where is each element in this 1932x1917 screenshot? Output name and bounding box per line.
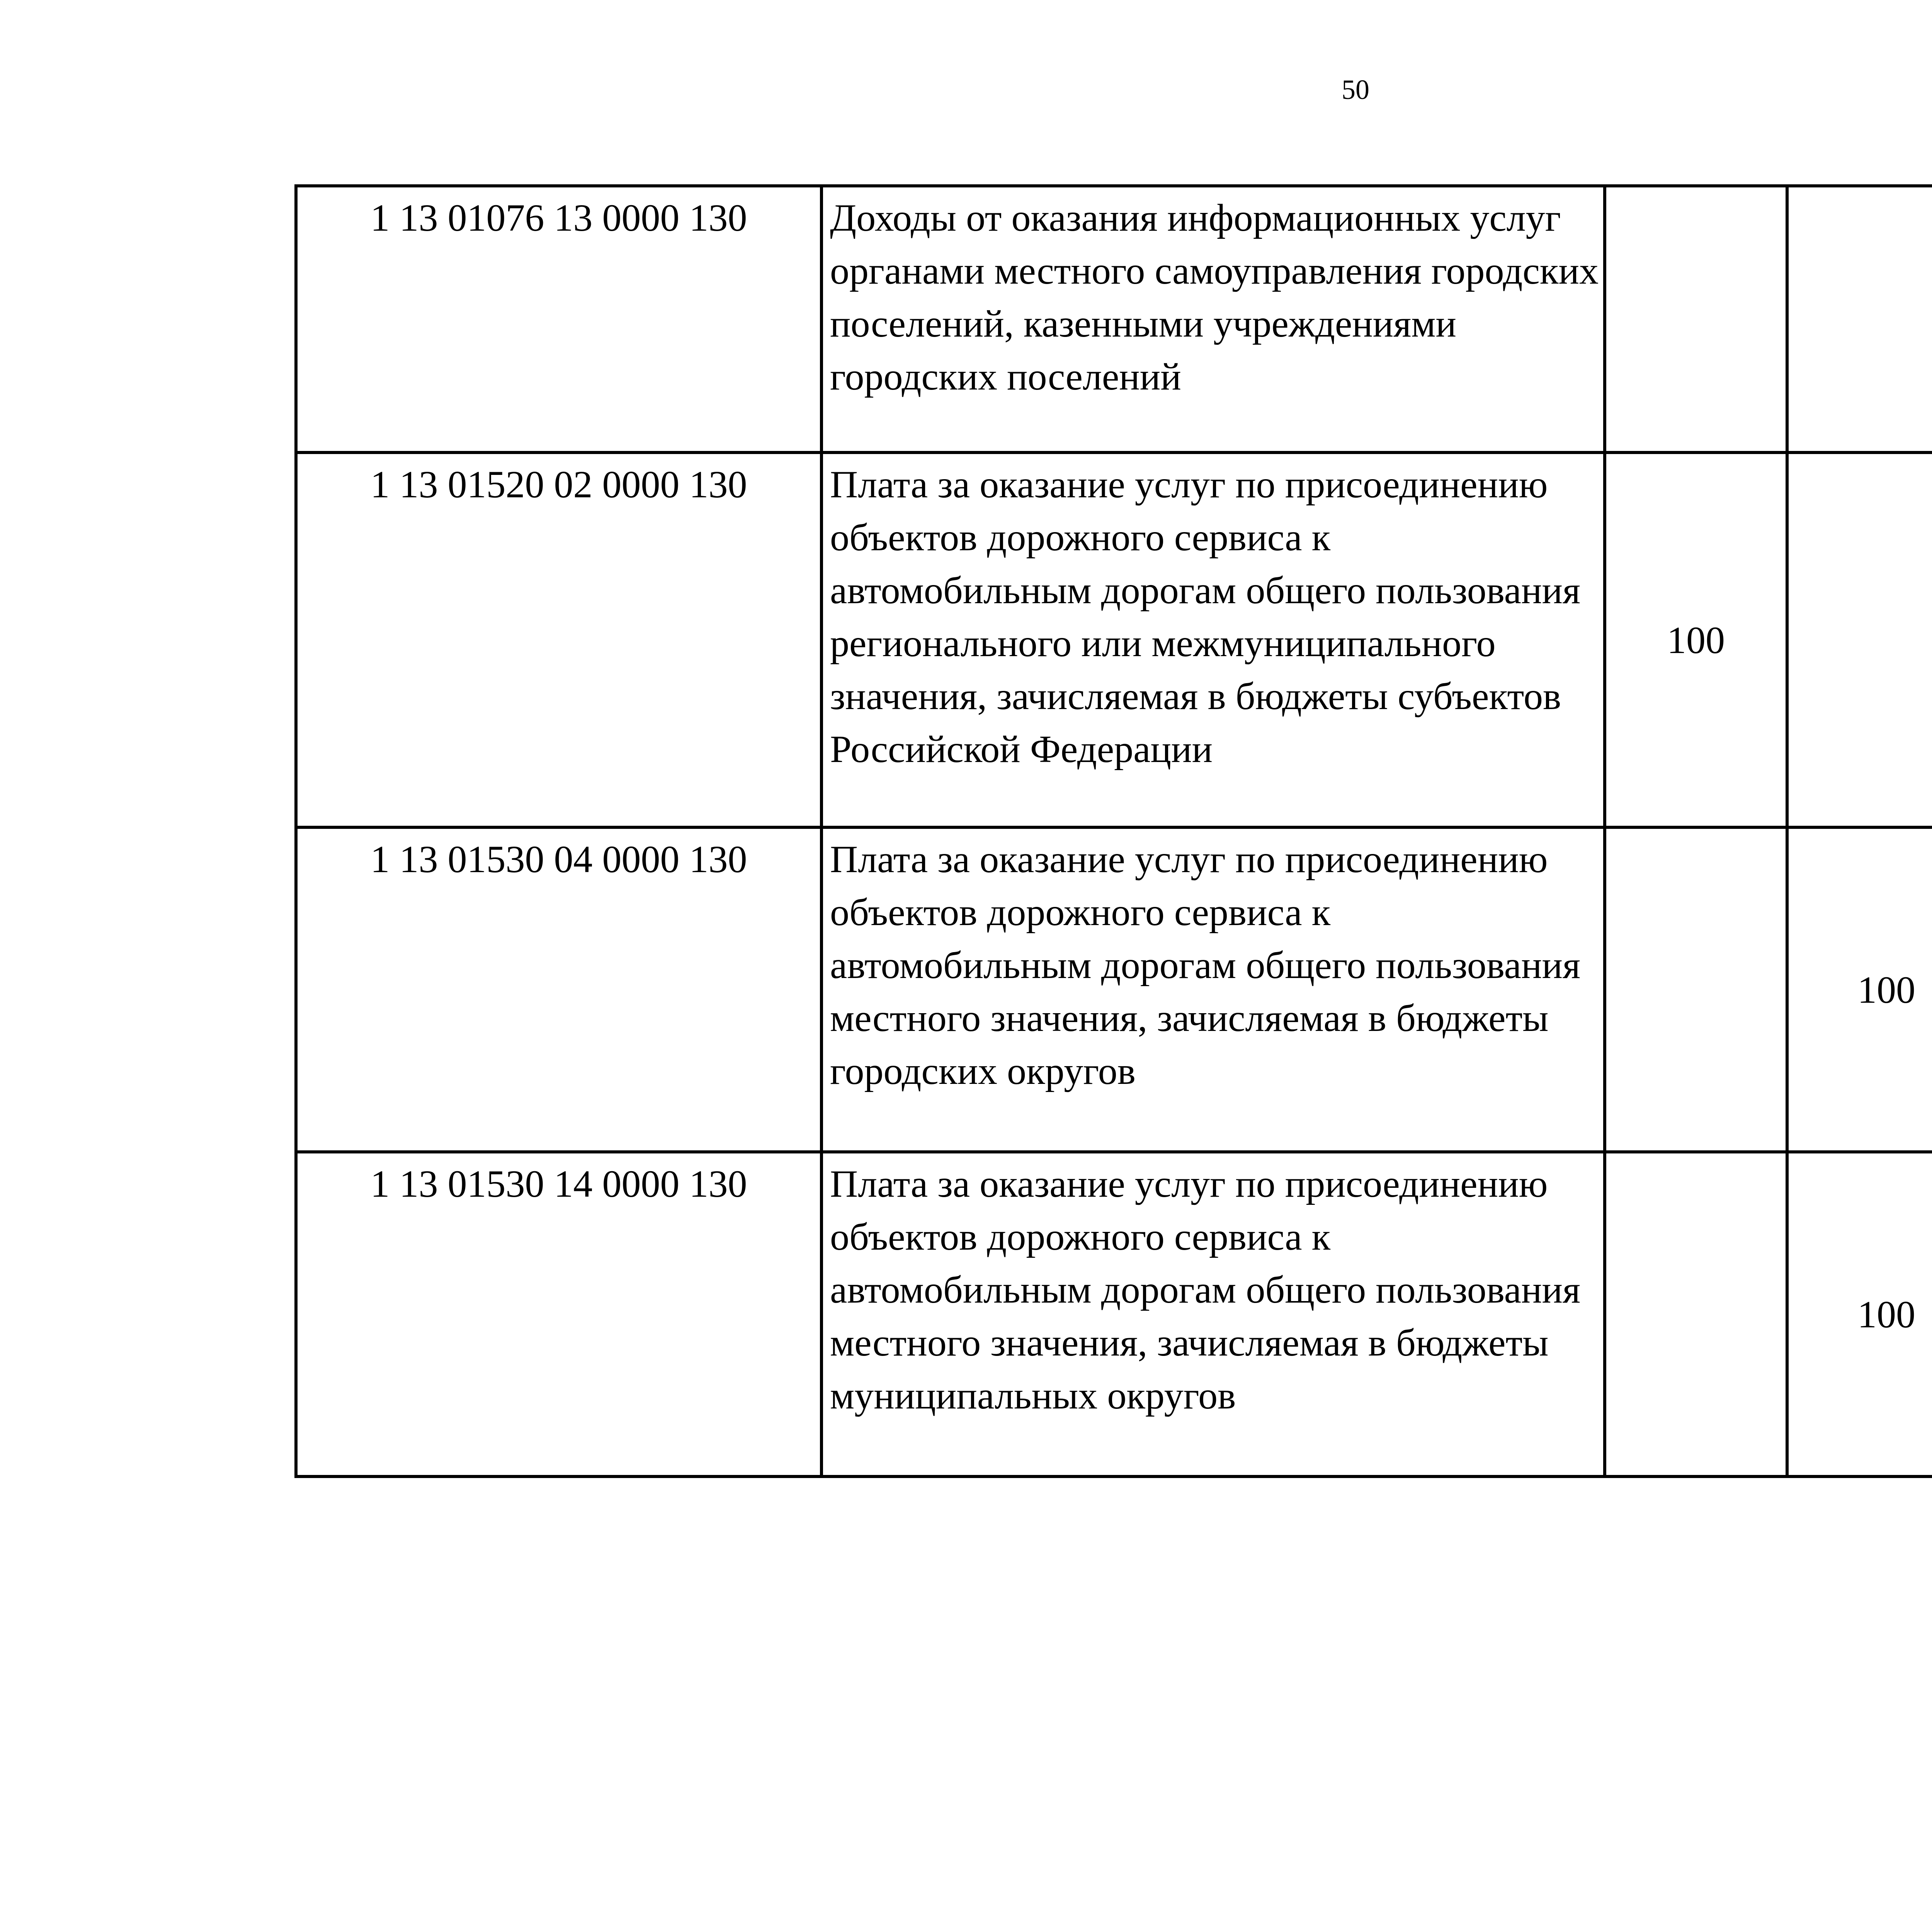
table-row [296,827,1932,1152]
revenue-name-cell: Плата за оказание услуг по присоединению объектов дорожного сервиса к автомобильным дорогам общего пользования местного значения, зачисляемая в бюджеты городских округов [821,827,1605,1152]
revenue-name-cell: Плата за оказание услуг по присоединению объектов дорожного сервиса к автомобильным дорогам общего пользования регионального или межмуниципального значения, зачисляемая в бюджеты субъектов Российской Федерации [821,452,1605,827]
revenue-distribution-table [294,184,1932,1478]
page-number: 50 [1342,74,1369,105]
table-row [296,1152,1932,1476]
revenue-name-cell: Доходы от оказания информационных услуг органами местного самоуправления городских поселений, казенными учреждениями городских поселений [821,186,1605,452]
value-cell-1 [1605,827,1787,1152]
value-cell-2: 100 [1787,827,1932,1152]
value-cell-1: 100 [1605,452,1787,827]
value-cell-2 [1787,186,1932,452]
budget-code-cell: 1 13 01530 04 0000 130 [296,827,821,1152]
budget-code-cell: 1 13 01530 14 0000 130 [296,1152,821,1476]
revenue-name-cell: Плата за оказание услуг по присоединению объектов дорожного сервиса к автомобильным дорогам общего пользования местного значения, зачисляемая в бюджеты муниципальных округов [821,1152,1605,1476]
value-cell-2: 100 [1787,1152,1932,1476]
value-cell-2 [1787,452,1932,827]
table-row [296,452,1932,827]
budget-code-cell: 1 13 01076 13 0000 130 [296,186,821,452]
value-cell-1 [1605,1152,1787,1476]
budget-code-cell: 1 13 01520 02 0000 130 [296,452,821,827]
value-cell-1 [1605,186,1787,452]
table-row [296,186,1932,452]
